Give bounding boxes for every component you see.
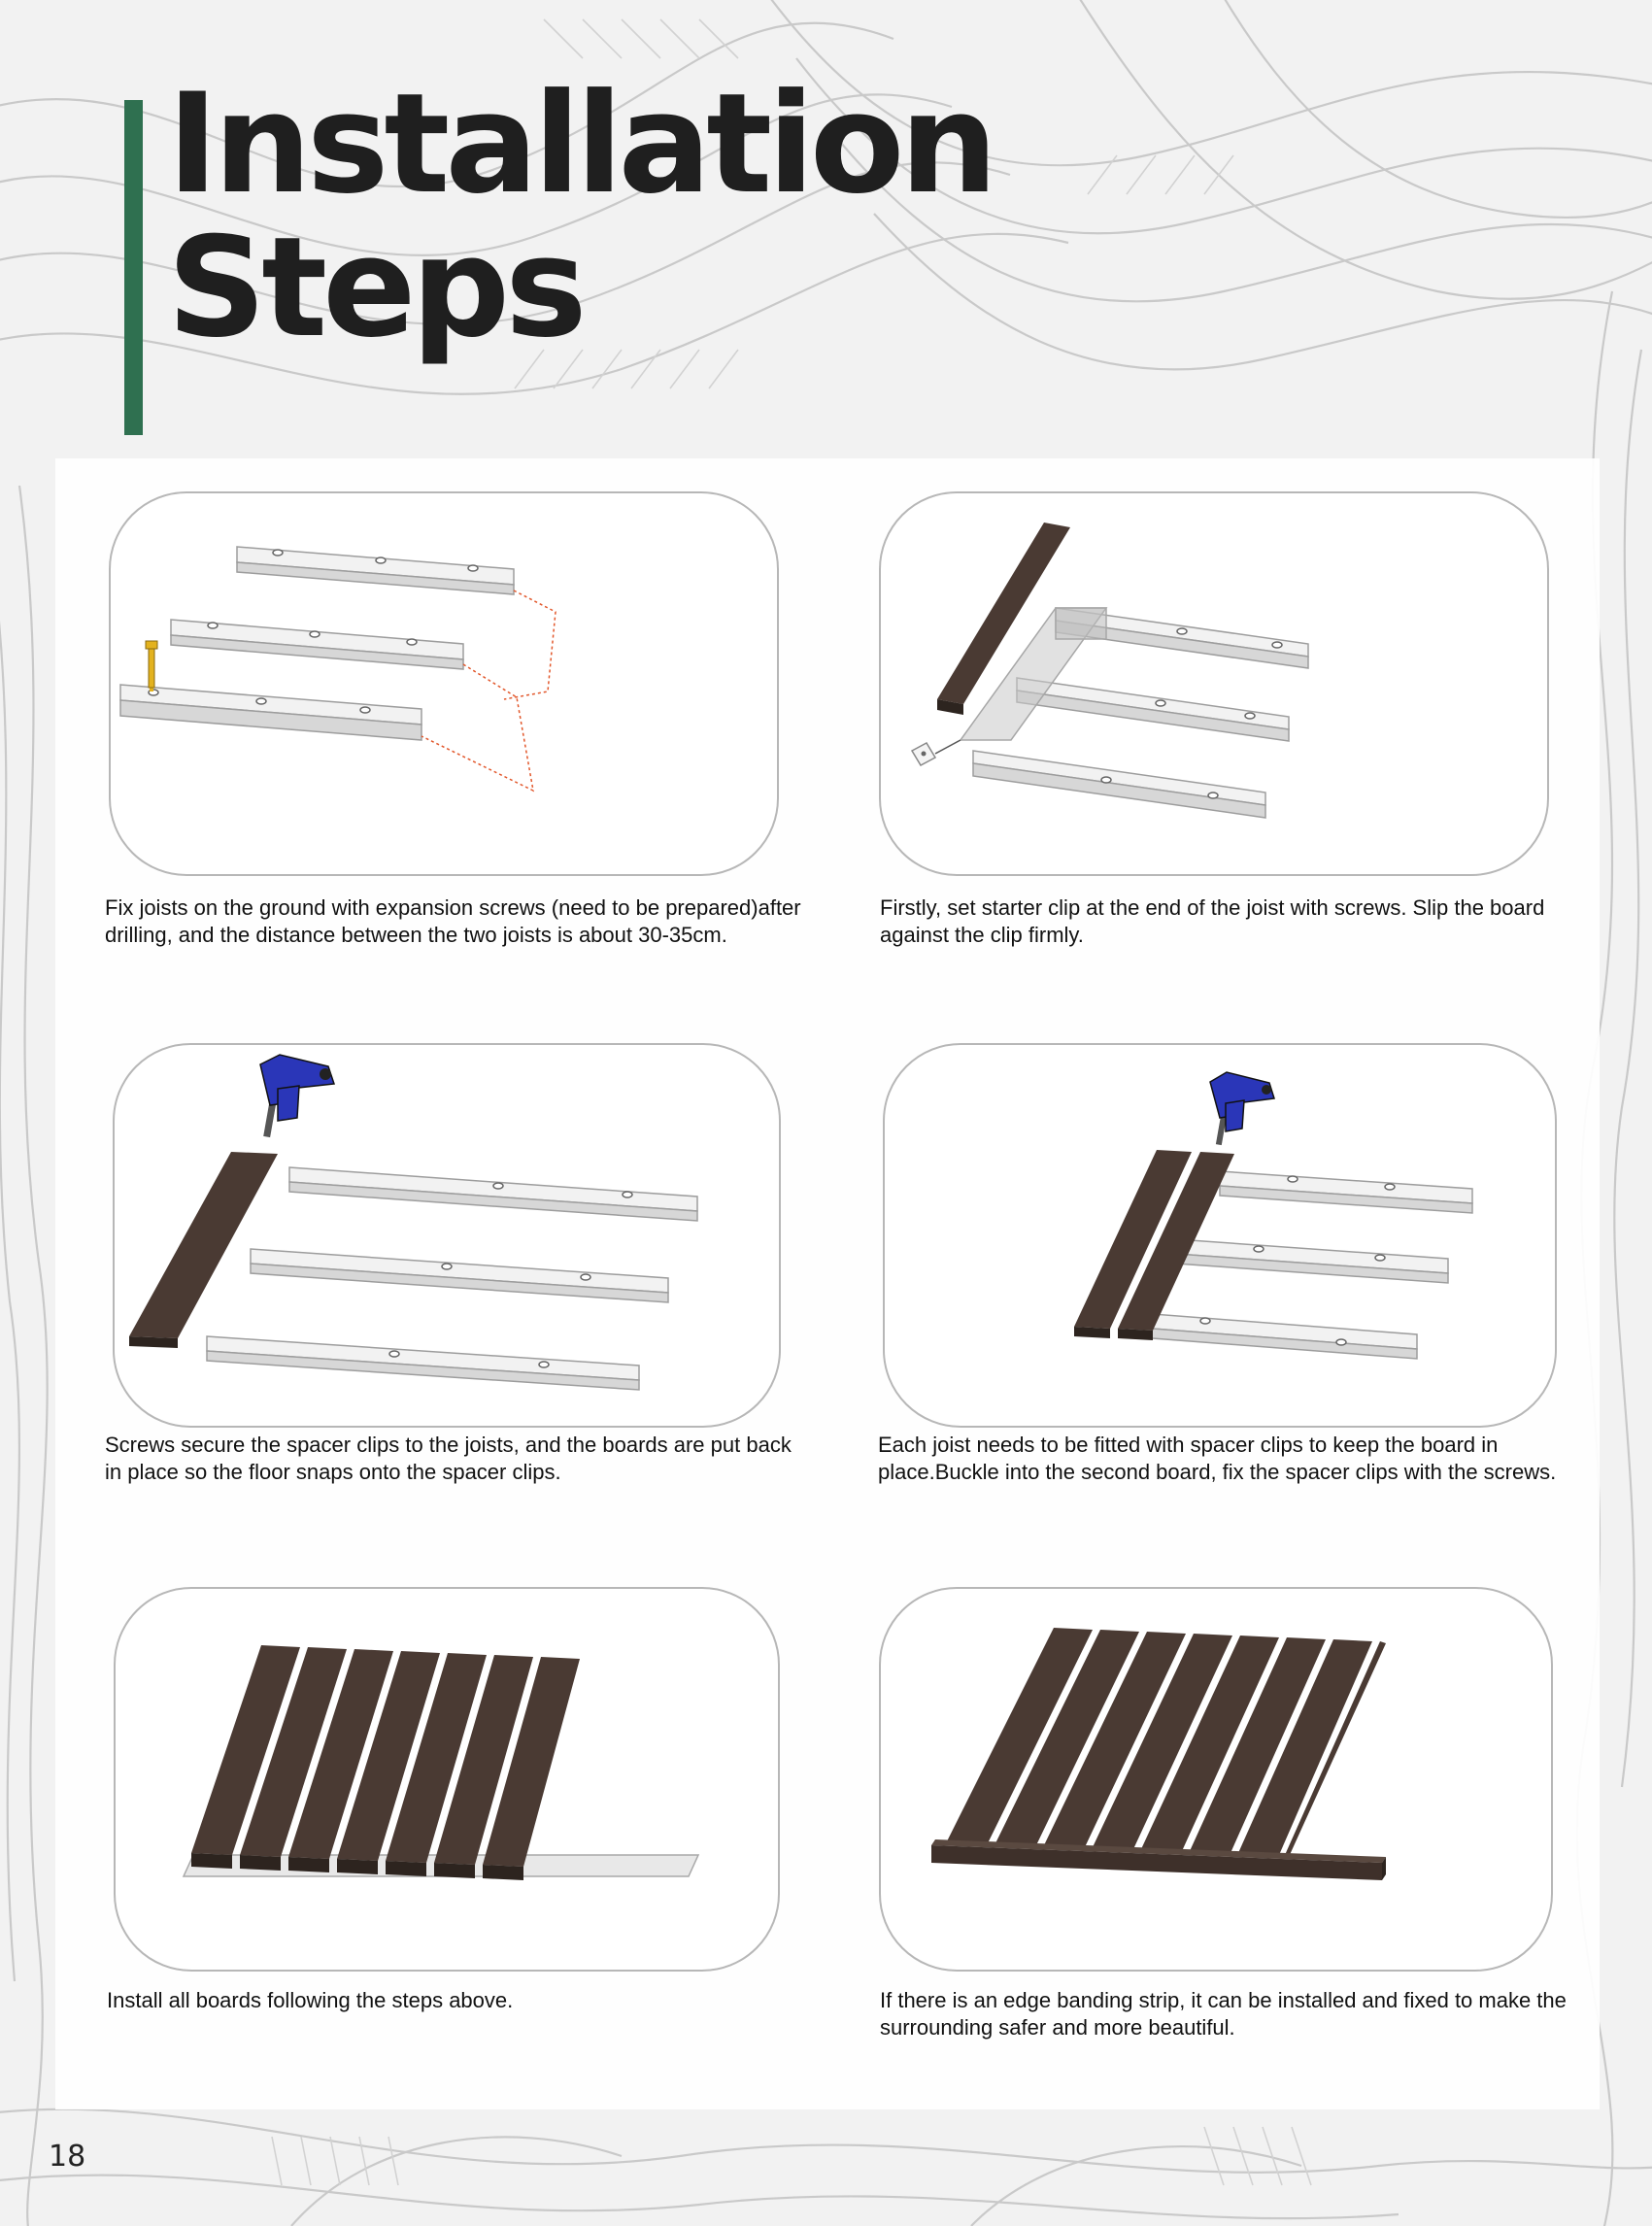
step-4-caption: Each joist needs to be fitted with spacer clips to keep the board in place.Buckle into the second board, fix the spacer clips with the screws. <box>878 1433 1557 1484</box>
step-5-illustration <box>114 1587 780 1972</box>
drill-icon <box>260 1055 334 1137</box>
page-title-line-2: Steps <box>167 208 583 368</box>
screw-icon <box>146 641 157 691</box>
step-3-caption: Screws secure the spacer clips to the joists, and the boards are put back in place so the floor snaps onto the spacer clips. <box>105 1433 792 1484</box>
starter-clip-icon <box>912 740 961 765</box>
step-5-caption: Install all boards following the steps above. <box>107 1988 514 2012</box>
spacing-guide-line <box>421 590 556 791</box>
page-number: 18 <box>49 2140 86 2174</box>
step-2-illustration <box>879 491 1549 876</box>
step-1-caption: Fix joists on the ground with expansion screws (need to be prepared)after drilling, and the distance between the two joists is about 30-35cm. <box>105 895 801 947</box>
drill-icon <box>1210 1072 1274 1145</box>
step-6-illustration <box>879 1587 1553 1972</box>
step-6-caption: If there is an edge banding strip, it can be installed and fixed to make the surrounding safer and more beautiful. <box>880 1988 1567 2040</box>
step-1-illustration <box>109 491 779 876</box>
joist <box>120 547 514 740</box>
step-2-caption: Firstly, set starter clip at the end of the joist with screws. Slip the board against the clip firmly. <box>880 895 1545 947</box>
step-3-illustration <box>113 1043 781 1428</box>
step-4-illustration <box>883 1043 1557 1428</box>
page-title <box>167 64 994 368</box>
page-title-line-1: Installation <box>167 64 994 224</box>
deck-board <box>191 1645 580 1880</box>
deck-board <box>947 1628 1386 1857</box>
title-accent-bar <box>124 100 143 435</box>
